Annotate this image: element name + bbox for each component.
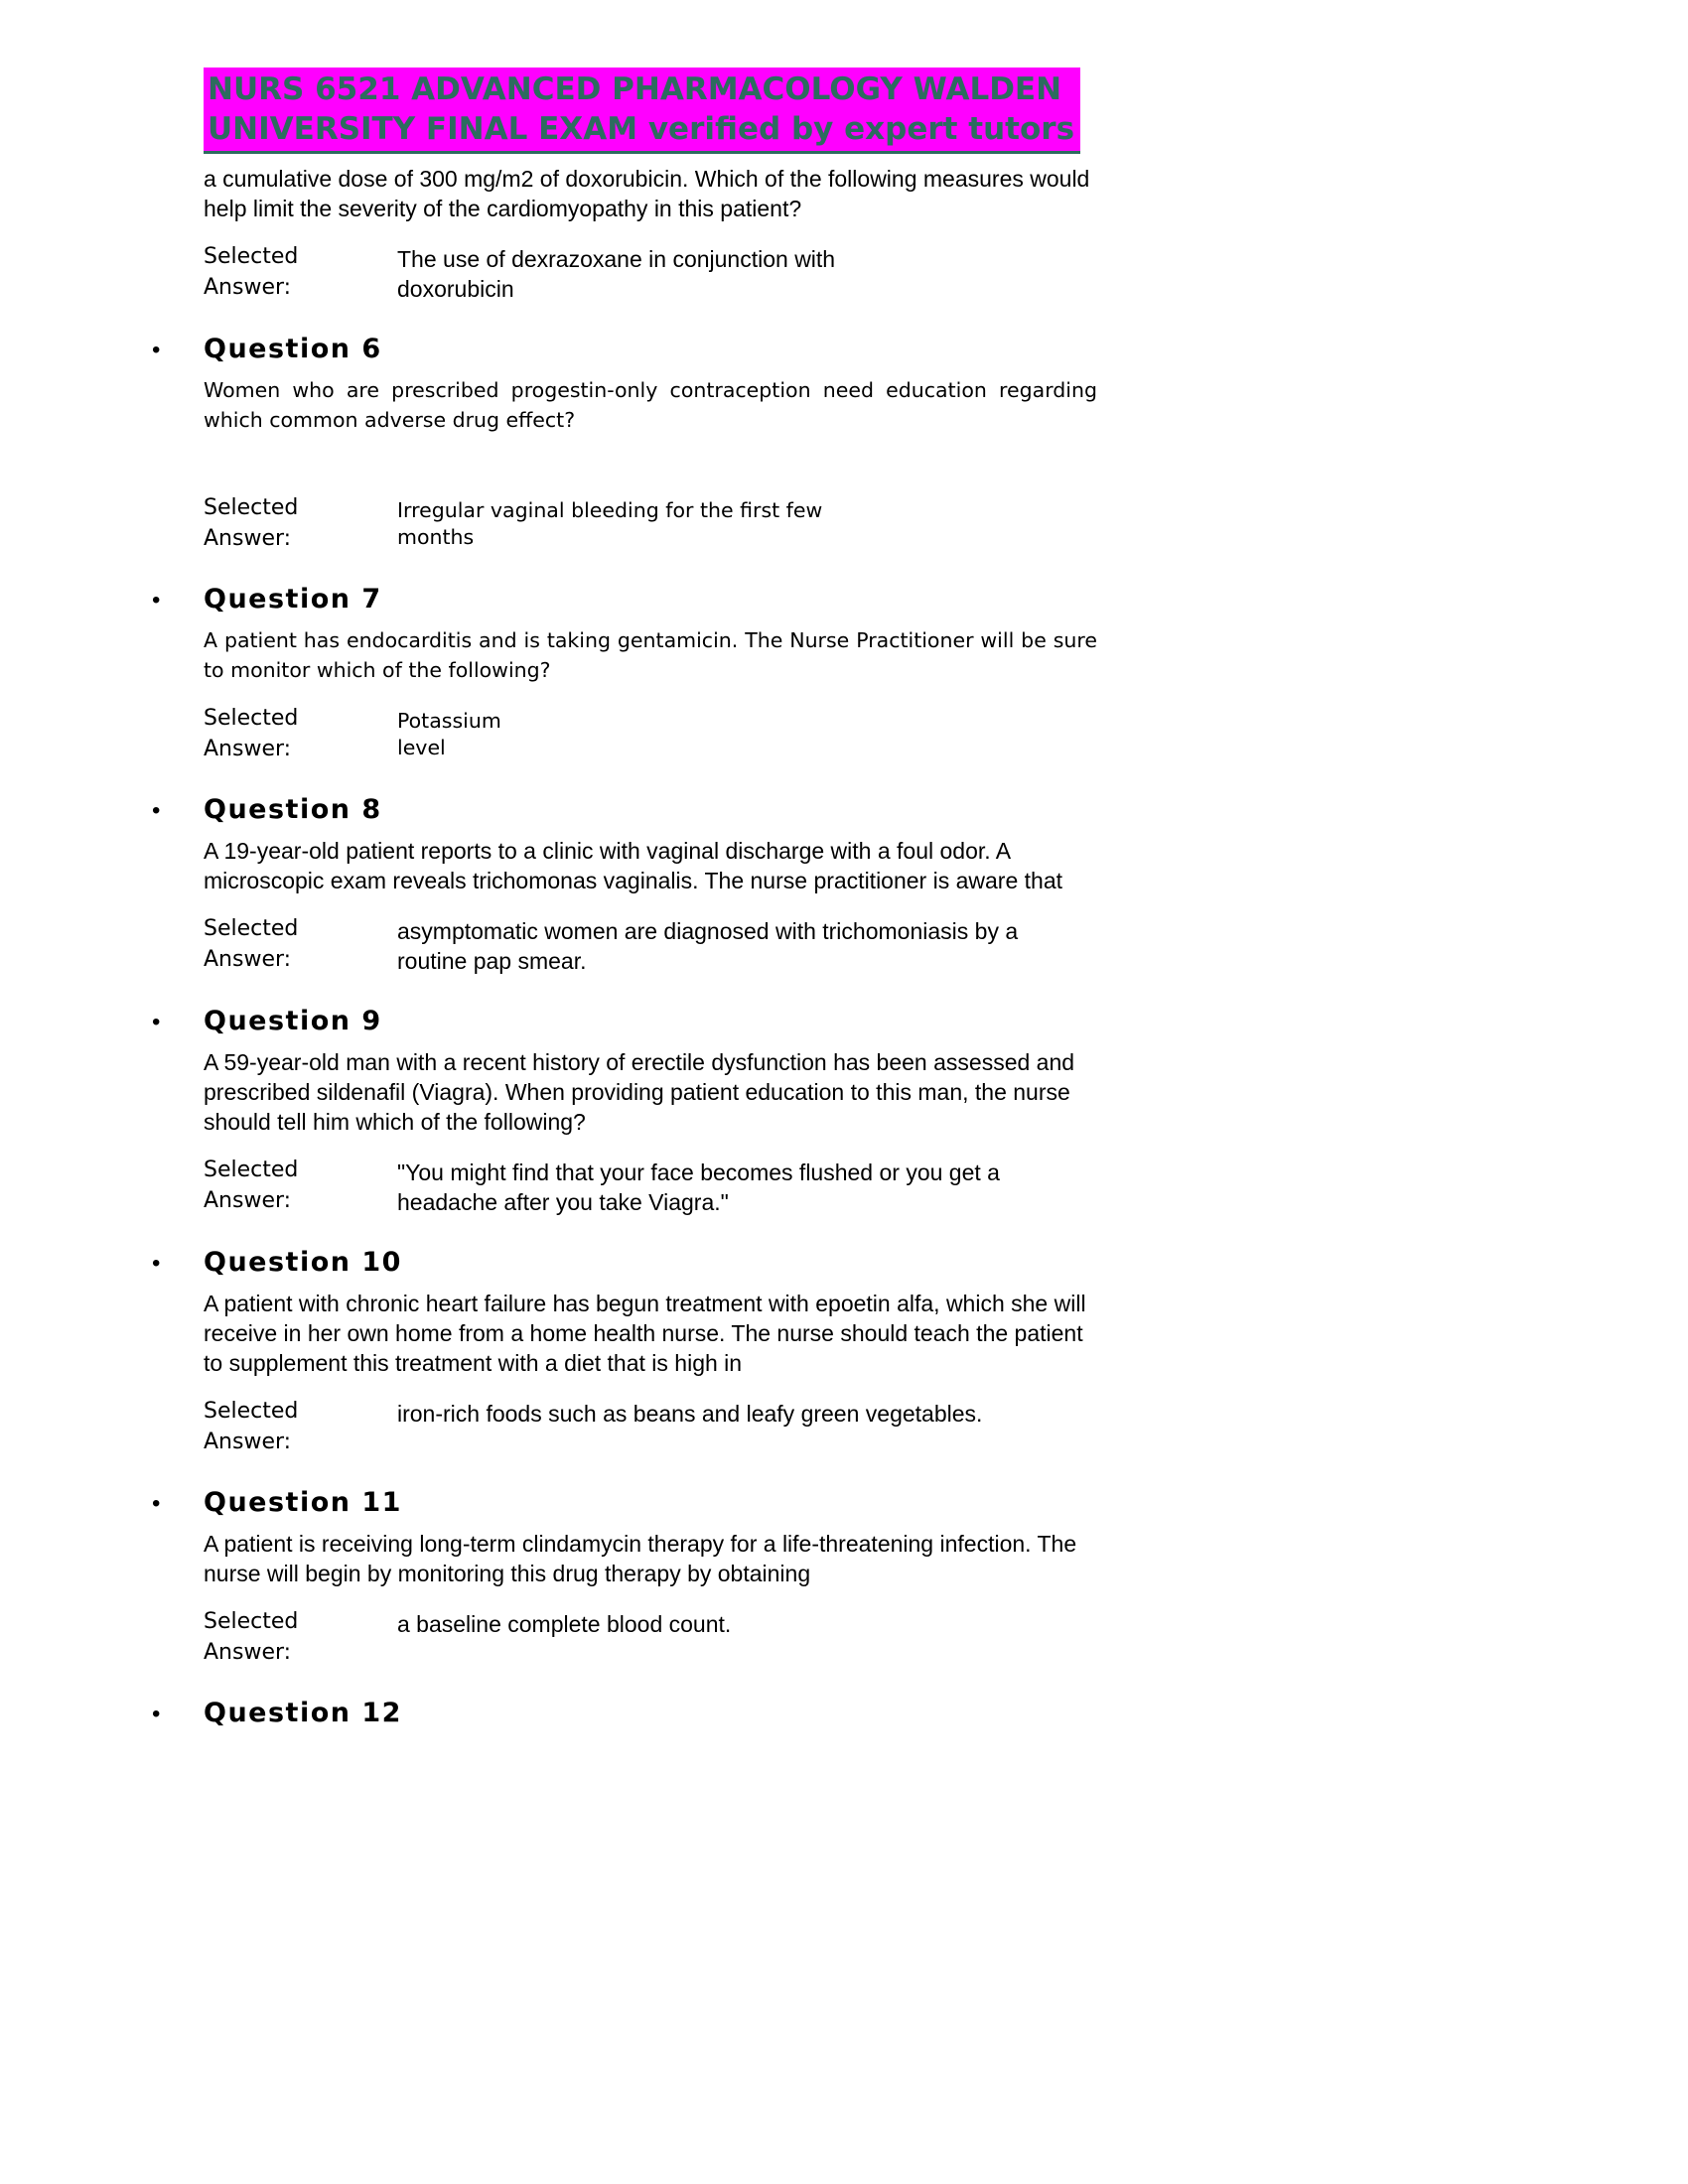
question-text: A patient is receiving long-term clindamycin therapy for a life-threatening infection. The nurse will begin by monitoring this drug therapy by obtaining [204,1531,1077,1586]
answer-word: Answer: [204,737,292,761]
question-heading: Question 6 [204,334,382,364]
question-heading-row [152,584,1097,615]
question-text: Women who are prescribed progestin-only contraception need education regarding which common adverse drug effect? [204,378,1097,432]
answer-word: Answer: [204,947,292,972]
bullet-icon: • [152,1009,161,1035]
selected-answer-block [204,492,1097,554]
selected-answer-text: a baseline complete blood count. [397,1611,732,1637]
question-block [152,1698,1097,1729]
answer-word: Answer: [204,526,292,551]
selected-answer-label [204,1606,397,1668]
bullet-icon: • [152,1490,161,1517]
bullet-icon: • [152,797,161,824]
selected-answer-label [204,241,397,303]
answer-word: Answer: [204,1430,292,1454]
selected-answer-block [204,241,1097,304]
selected-answer-label [204,703,397,764]
intro-question-text: a cumulative dose of 300 mg/m2 of doxorubicin. Which of the following measures would help limit the severity of the cardiomyopathy in this patient? [204,166,1090,221]
selected-word: Selected [204,1609,299,1634]
bullet-icon: • [152,337,161,363]
question-block [152,1487,1097,1668]
selected-answer-text: Irregular vaginal bleeding for the first few months [397,498,823,549]
question-heading-row [152,794,1097,826]
selected-answer-text: The use of dexrazoxane in conjunction with doxorubicin [397,246,836,302]
answer-word: Answer: [204,1640,292,1665]
selected-answer-label [204,913,397,975]
question-block [152,1247,1097,1457]
bullet-icon: • [152,1701,161,1727]
question-heading-row [152,1006,1097,1037]
question-text: A 19-year-old patient reports to a clinic with vaginal discharge with a foul odor. A microscopic exam reveals trichomonas vaginalis. The nurse practitioner is aware that [204,838,1063,893]
selected-answer-block [204,1606,1097,1668]
question-heading-row [152,1698,1097,1729]
question-text: A 59-year-old man with a recent history of erectile dysfunction has been assessed and prescribed sildenafil (Viagra). When providing patient education to this man, the nurse should tell him which of the following? [204,1049,1075,1135]
selected-answer-block [204,1155,1097,1217]
selected-answer-block [204,913,1097,976]
question-text: A patient with chronic heart failure has begun treatment with epoetin alfa, which she will receive in her own home from a home health nurse. The nurse should teach the patient to supplement this treatment with a diet that is high in [204,1291,1086,1376]
question-heading: Question 12 [204,1698,402,1728]
selected-answer-text: iron-rich foods such as beans and leafy green vegetables. [397,1401,983,1427]
answer-word: Answer: [204,275,292,300]
question-heading: Question 7 [204,584,382,614]
selected-word: Selected [204,495,299,520]
selected-word: Selected [204,706,299,731]
page-title [204,68,1080,154]
selected-answer-label [204,1155,397,1216]
selected-word: Selected [204,916,299,941]
question-heading-row [152,334,1097,365]
question-heading: Question 10 [204,1247,402,1278]
selected-answer-block [204,703,1097,764]
selected-answer-label [204,1396,397,1457]
title-line-1: NURS 6521 ADVANCED PHARMACOLOGY WALDEN [208,71,1062,107]
question-heading: Question 8 [204,794,382,825]
selected-answer-text: asymptomatic women are diagnosed with trichomoniasis by a routine pap smear. [397,918,1019,974]
selected-answer-text: Potassium level [397,709,501,759]
document-content [152,0,1097,1729]
question-block [152,794,1097,976]
question-text: A patient has endocarditis and is taking gentamicin. The Nurse Practitioner will be sure to monitor which of the following? [204,628,1097,682]
bullet-icon: • [152,1250,161,1277]
question-block [152,334,1097,554]
question-block [152,584,1097,764]
question-heading-row [152,1487,1097,1519]
selected-answer-text: "You might find that your face becomes flushed or you get a headache after you take Viagra." [397,1160,1000,1215]
question-heading-row [152,1247,1097,1279]
question-heading: Question 9 [204,1006,382,1036]
selected-answer-label [204,492,397,554]
question-block [152,1006,1097,1217]
answer-word: Answer: [204,1188,292,1213]
title-line-2: UNIVERSITY FINAL EXAM verified by expert tutors [208,111,1075,147]
selected-word: Selected [204,1158,299,1182]
question-heading: Question 11 [204,1487,402,1518]
selected-word: Selected [204,1399,299,1424]
bullet-icon: • [152,587,161,614]
selected-answer-block [204,1396,1097,1457]
selected-word: Selected [204,244,299,269]
